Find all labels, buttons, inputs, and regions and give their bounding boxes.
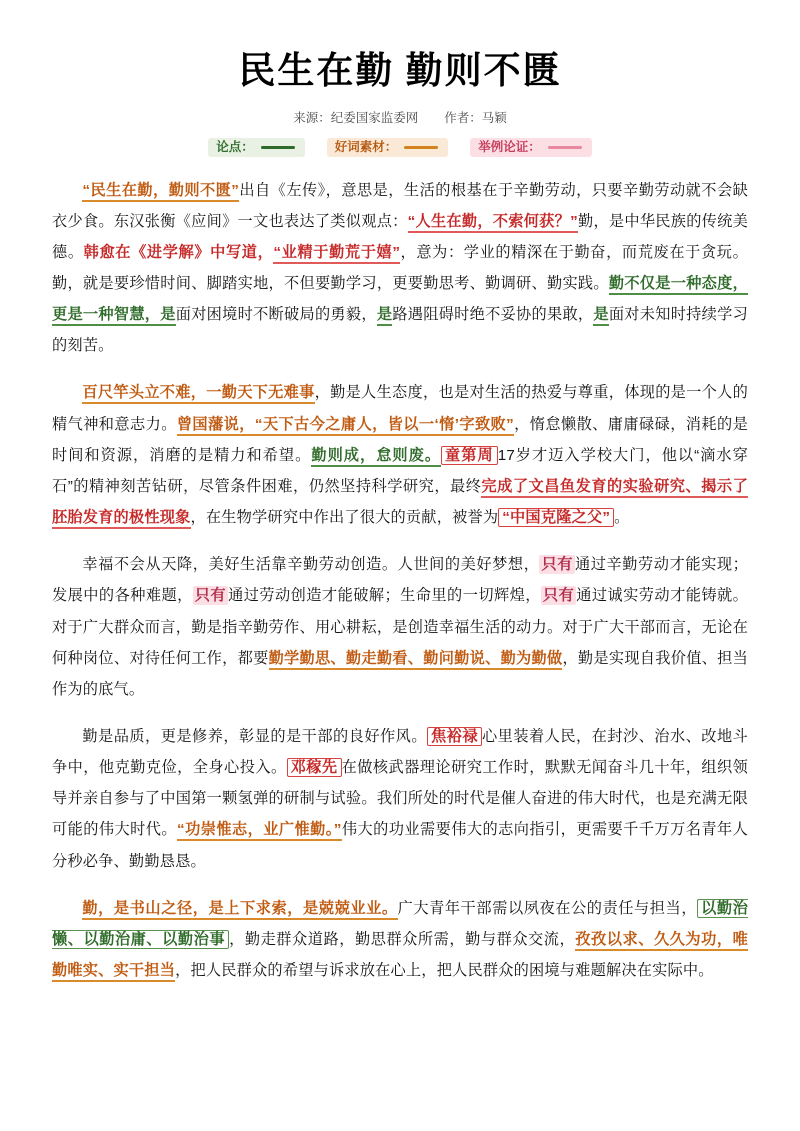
- body-text-run: 广大青年干部需以夙夜在公的责任与担当，: [397, 899, 698, 917]
- body-text-run: 17岁才迈入学校大门，他以“滴水穿石”的精神刻苦钻研，尽管条件困难，仍然坚持科学研究，最终: [52, 446, 748, 495]
- byline: [52, 108, 748, 126]
- highlighted-text: 勤不仅是一种态度，更是一种智慧，: [52, 275, 748, 326]
- highlighted-text: 焦裕禄: [427, 727, 482, 746]
- paragraph: [52, 377, 748, 533]
- highlighted-text: 邓稼先: [287, 758, 342, 777]
- highlighted-text: 以勤治懒、以勤治庸、以勤治事: [52, 899, 749, 948]
- highlighted-text: 童第周: [441, 446, 498, 465]
- legend-example: [470, 138, 592, 157]
- highlighted-text: 只有: [194, 587, 227, 605]
- legend-example-label: 举例论证：: [478, 140, 541, 154]
- highlighted-text: 是: [160, 306, 175, 326]
- legend-material-swatch: [404, 146, 438, 149]
- legend-material: [327, 138, 449, 157]
- highlighted-text: 完成了文昌鱼发育的实验研究、揭示了胚胎发育的极性现象: [52, 478, 748, 529]
- highlighted-text: 勤，是书山之径，是上下求索，是兢兢业业。: [82, 900, 397, 920]
- legend-argument-swatch: [261, 146, 295, 149]
- legend-example-swatch: [548, 146, 582, 149]
- body-text-run: 。: [614, 509, 630, 527]
- legend-argument: [208, 138, 305, 157]
- highlighted-text: “功崇惟志，业广惟勤。”: [177, 821, 342, 841]
- source-value: 纪委国家监委网: [330, 111, 419, 125]
- highlighted-text: 勤则成，怠则废。: [311, 447, 441, 467]
- highlighted-text: “中国克隆之父”: [498, 508, 614, 527]
- highlighted-text: “民生在勤，勤则不匮”: [82, 182, 239, 202]
- body-text-run: 路遇阻碍时绝不妥协的果敢，: [392, 306, 594, 324]
- highlighted-text: “人生在勤，不索何获？”: [408, 213, 578, 233]
- paragraph: [52, 893, 748, 986]
- highlighted-text: 只有: [542, 587, 575, 605]
- legend: [52, 138, 748, 157]
- body-text-run: 通过诚实劳动才能铸就。对于广大群众而言，勤是指辛勤劳作、用心耕耘，是创造幸福生活的动力。对于广大干部而言，无论在何种岗位、对待任何工作，都要: [52, 587, 749, 667]
- source-label: 来源：: [293, 111, 331, 125]
- paragraph: [52, 721, 748, 877]
- highlighted-text: 是: [377, 306, 392, 326]
- highlighted-text: 百尺竿头立不难，一勤天下无难事: [82, 384, 314, 404]
- highlighted-text: 是: [593, 306, 608, 326]
- body-text-run: ，勤是人生态度，也是对生活的热爱与尊重，体现的是一个人的精气神和意志力。: [52, 384, 748, 433]
- body-text-run: 通过辛勤劳动才能实现；发展中的各种难题，: [52, 556, 748, 605]
- author-label: 作者：: [444, 111, 482, 125]
- body-text-run: 通过劳动创造才能破解；生命里的一切辉煌，: [228, 587, 541, 605]
- highlighted-text: 勤学勤思、勤走勤看、勤问勤说、勤为勤做: [269, 650, 563, 670]
- body-text-run: 勤是品质，更是修养，彰显的是干部的良好作风。: [82, 728, 427, 745]
- body-text-run: ，意为：学业的精深在于勤奋，而荒废在于贪玩。勤，就是要珍惜时间、脚踏实地，不但要勤学习，更要勤思考、勤调研、勤实践。: [52, 243, 749, 292]
- paragraph: [52, 549, 748, 705]
- highlighted-text: 孜孜以求、久久为功，唯勤唯实、实干担当: [52, 931, 748, 982]
- body-text-run: 勤，是中华民族的传统美德。: [52, 212, 748, 261]
- body-text-run: ，在生物学研究中作出了很大的贡献，被誉为: [190, 509, 499, 527]
- highlighted-text: “业精于勤荒于嬉”: [273, 244, 400, 264]
- legend-material-label: 好词素材：: [334, 140, 398, 154]
- body-text-run: 伟大的功业需要伟大的志向指引，更需要千千万万名青年人分秒必争、勤勤恳恳。: [52, 821, 748, 870]
- author-value: 马颖: [481, 111, 507, 125]
- article-body: [52, 175, 748, 987]
- body-text-run: 出自《左传》，意思是，生活的根基在于辛勤劳动，只要辛勤劳动就不会缺衣少食。东汉张衡《应间》一文也表达了类似观点：: [52, 181, 749, 230]
- body-text-run: 在做核武器理论研究工作时，默默无闻奋斗几十年，组织领导并亲自参与了中国第一颗氢弹的研制与试验。我们所处的时代是催人奋进的伟大时代，也是充满无限可能的伟大时代。: [52, 759, 749, 839]
- highlighted-text: 韩愈在《进学解》中写道，: [83, 243, 274, 261]
- paragraph: [52, 175, 748, 362]
- body-text-run: ，把人民群众的希望与诉求放在心上，把人民群众的困境与难题解决在实际中。: [175, 962, 714, 980]
- page-title: 民生在勤 勤则不匮: [238, 51, 562, 92]
- body-text-run: 面对未知时持续学习的刻苦。: [52, 306, 748, 355]
- legend-argument-label: 论点：: [216, 140, 254, 154]
- body-text-run: 心里装着人民，在封沙、治水、改地斗争中，他克勤克俭，全身心投入。: [52, 728, 749, 777]
- body-text-run: ，勤走群众道路，勤思群众所需，勤与群众交流，: [229, 930, 576, 948]
- body-text-run: ，惰怠懒散、庸庸碌碌，消耗的是时间和资源，消磨的是精力和希望。: [52, 415, 748, 464]
- highlighted-text: 只有: [541, 556, 573, 574]
- body-text-run: 面对困境时不断破局的勇毅，: [175, 306, 377, 324]
- highlighted-text: 曾国藩说，“天下古今之庸人，皆以一‘惰’字致败”: [177, 416, 514, 436]
- body-text-run: 幸福不会从天降，美好生活靠辛勤劳动创造。人世间的美好梦想，: [82, 556, 540, 574]
- body-text-run: ，勤是实现自我价值、担当作为的底气。: [52, 649, 748, 698]
